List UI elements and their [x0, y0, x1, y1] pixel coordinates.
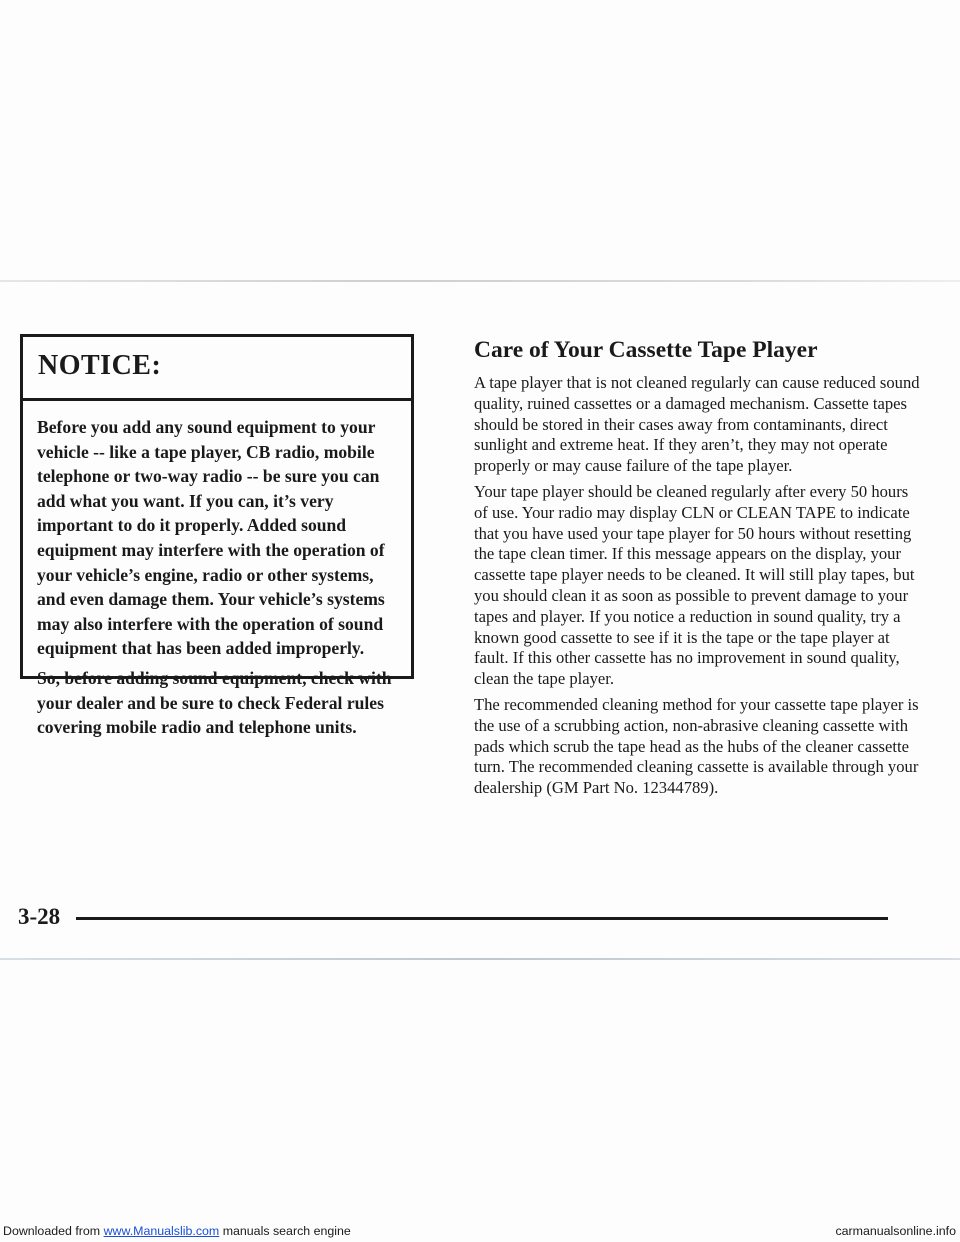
download-credit-prefix: Downloaded from — [3, 1224, 104, 1238]
section-paragraph: Your tape player should be cleaned regularly after every 50 hours of use. Your radio may display CLN or CLEAN TAPE to indicate that you have used your tape player for 50 hours without resetting the tape clean timer. If this message appears on the display, your cassette tape player needs to be cleaned. It will still play tapes, but you should clean it as soon as possible to prevent damage to your tapes and player. If you notice a reduction in sound quality, try a known good cassette to see if it is the tape or the tape player at fault. If this other cassette has no improvement in sound quality, clean the tape player. — [474, 481, 915, 689]
section-paragraph: The recommended cleaning method for your cassette tape player is the use of a scrubbing action, non-abrasive cleaning cassette with pads which scrub the tape head as the hubs of the cleaner cassette turn. The recommended cleaning cassette is available through your dealership (GM Part No. 12344789). — [474, 694, 919, 798]
notice-header — [23, 337, 411, 401]
notice-paragraph: So, before adding sound equipment, check with your dealer and be sure to check Federal rules covering mobile radio and telephone units. — [37, 667, 392, 738]
download-credit-suffix: manuals search engine — [219, 1224, 351, 1238]
notice-title: NOTICE: — [38, 350, 162, 381]
manualslib-link[interactable]: www.Manualslib.com — [103, 1224, 220, 1238]
footer-bar — [0, 1220, 960, 1242]
section-paragraph: A tape player that is not cleaned regularly can cause reduced sound quality, ruined cassettes or a damaged mechanism. Cassette tapes should be stored in their cases away from contaminants, direct sunlight and extreme heat. If they aren’t, they may not operate properly or may cause failure of the tape player. — [474, 373, 920, 476]
top-divider — [0, 280, 960, 282]
bottom-divider — [76, 917, 888, 920]
page-edge-line — [0, 958, 960, 960]
download-credit — [3, 1220, 351, 1242]
section-title: Care of Your Cassette Tape Player — [474, 337, 818, 363]
page-number: 3-28 — [18, 904, 61, 929]
notice-body — [23, 401, 411, 740]
notice-box — [20, 334, 414, 738]
watermark-text: carmanualsonline.info — [835, 1224, 956, 1238]
notice-paragraph: Before you add any sound equipment to your vehicle -- like a tape player, CB radio, mobile telephone or two-way radio -- be sure you can add what you want. If you can, it’s very important to do it properly. Added sound equipment may interfere with the operation of your vehicle’s engine, radio or other systems, and even damage them. Your vehicle’s systems may also interfere with the operation of sound equipment that has been added improperly. — [37, 417, 385, 659]
cassette-care-section — [474, 337, 920, 804]
